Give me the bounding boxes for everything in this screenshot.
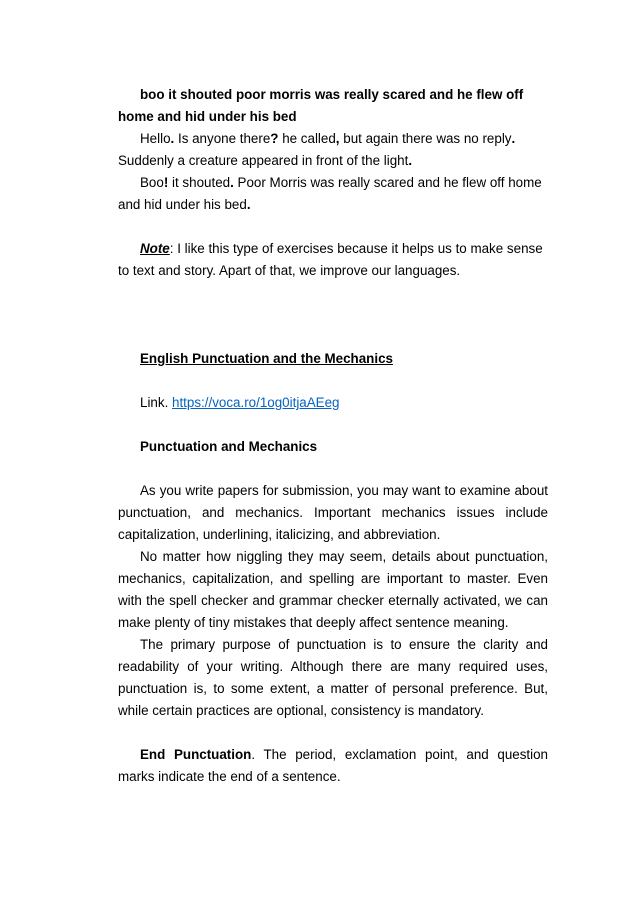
story-paragraph-boo xyxy=(118,172,548,216)
body-paragraph-3: The primary purpose of punctuation is to ensure the clarity and readability of your writing. Although there are many required uses, punctuation is, to some extent, a matter of personal preference. But, while certain practices are optional, consistency is mandatory. xyxy=(118,637,548,718)
document-page xyxy=(118,84,548,788)
text-run: Poor Morris was really scared and he flew off home and hid under his bed xyxy=(118,175,542,212)
punctuation-mark: ? xyxy=(270,131,279,146)
spacer xyxy=(118,326,548,348)
spacer xyxy=(118,414,548,436)
punctuation-mark: , xyxy=(335,131,340,146)
story-paragraph-hello xyxy=(118,128,548,172)
end-punctuation-text: . The period, exclamation point, and question marks indicate the end of a sentence. xyxy=(118,747,549,784)
note-label: Note xyxy=(140,241,170,256)
punctuation-mark: ! xyxy=(163,175,169,190)
audio-link[interactable]: https://voca.ro/1og0itjaAEeg xyxy=(172,395,340,410)
text-run: Suddenly a creature appeared in front of the light xyxy=(118,153,409,168)
text-run: but again there was no reply xyxy=(339,131,512,146)
body-paragraph-2: No matter how niggling they may seem, details about punctuation, mechanics, capitalization, and spelling are important to master. Even with the spell checker and grammar checker eternally activated, we can make plenty of tiny mistakes that deeply affect sentence meaning. xyxy=(118,549,548,630)
spacer xyxy=(118,458,548,480)
link-line xyxy=(140,392,548,414)
spacer xyxy=(118,370,548,392)
section-heading: English Punctuation and the Mechanics xyxy=(140,351,393,366)
punctuation-mark: . xyxy=(230,175,234,190)
note-paragraph xyxy=(118,238,548,282)
link-prefix: Link. xyxy=(140,395,173,410)
text-run: Is anyone there xyxy=(177,131,271,146)
spacer xyxy=(118,282,548,326)
punctuation-mark: . xyxy=(408,153,413,168)
note-text: : I like this type of exercises because it helps us to make sense to text and story. Apart of that, we improve our languages. xyxy=(118,241,543,278)
punctuation-mark: . xyxy=(246,197,251,212)
end-punctuation-paragraph xyxy=(118,744,548,788)
subheading: Punctuation and Mechanics xyxy=(140,439,318,454)
body-paragraph-1: As you write papers for submission, you may want to examine about punctuation, and mechanics. Important mechanics issues include capitalization, underlining, italicizing, and abbreviation. xyxy=(118,483,548,542)
punctuation-mark: . xyxy=(511,131,516,146)
end-punctuation-label: End Punctuation xyxy=(140,747,252,762)
spacer xyxy=(118,722,548,744)
text-run: he called xyxy=(278,131,336,146)
text-run: it shouted xyxy=(168,175,231,190)
spacer xyxy=(118,216,548,238)
punctuation-mark: . xyxy=(170,131,178,146)
text-run: Boo xyxy=(140,175,164,190)
lowercase-story-paragraph: boo it shouted poor morris was really scared and he flew off home and hid under his bed xyxy=(118,87,524,124)
text-run: Hello xyxy=(140,131,171,146)
